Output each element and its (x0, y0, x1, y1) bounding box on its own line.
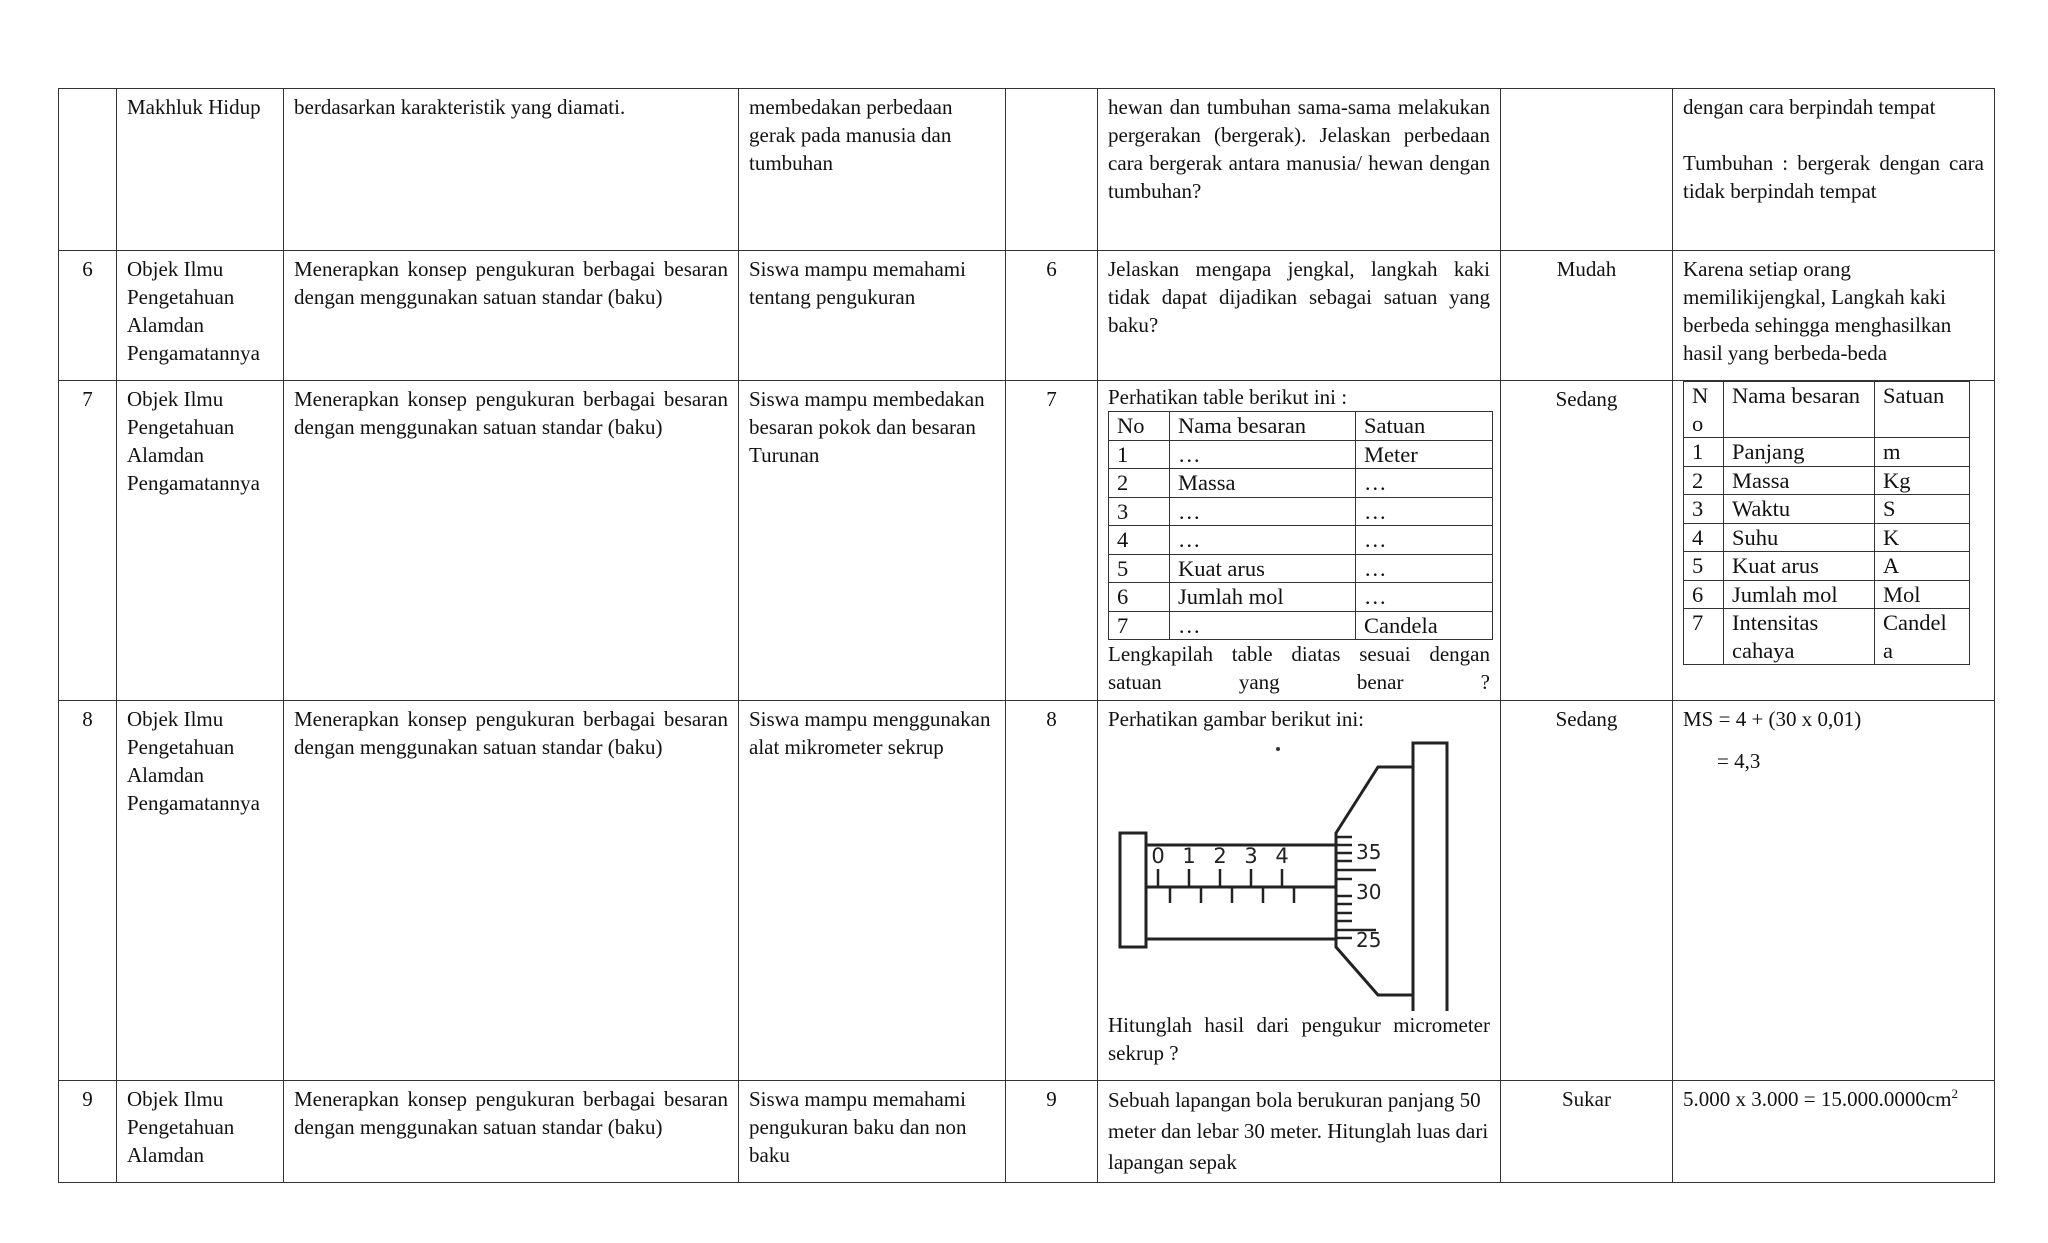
level-cell: Sedang (1501, 701, 1673, 1081)
row-number-cell: 6 (59, 251, 117, 381)
question-table-cell: … (1170, 497, 1356, 526)
indicator-cell: Siswa mampu membedakan besaran pokok dan besaran Turunan (739, 381, 1006, 701)
answer-table-header-cell: Satuan (1875, 382, 1970, 438)
answer-table-cell: m (1875, 438, 1970, 467)
answer-table-row (1684, 580, 1970, 609)
question-number-cell: 8 (1006, 701, 1098, 1081)
answer-cell (1673, 381, 1995, 701)
indicator-cell: Siswa mampu menggunakan alat mikrometer sekrup (739, 701, 1006, 1081)
level-cell: Sukar (1501, 1081, 1673, 1183)
answer-table-row (1684, 438, 1970, 467)
competency-cell: Menerapkan konsep pengukuran berbagai besaran dengan menggunakan satuan standar (baku) (284, 251, 739, 381)
answer-table-header-row (1684, 382, 1970, 438)
question-cell: Jelaskan mengapa jengkal, langkah kaki tidak dapat dijadikan sebagai satuan yang baku? (1098, 251, 1501, 381)
competency-cell: berdasarkan karakteristik yang diamati. (284, 89, 739, 251)
question-table-body (1109, 412, 1493, 640)
answer-table-cell: Mol (1875, 580, 1970, 609)
level-cell: Mudah (1501, 251, 1673, 381)
question-table-cell: Candela (1356, 611, 1493, 640)
question-table-cell: 5 (1109, 554, 1170, 583)
answer-cell (1673, 701, 1995, 1081)
question-cell: hewan dan tumbuhan sama-sama melakukan pergerakan (bergerak). Jelaskan perbedaan cara bergerak antara manusia/ hewan dengan tumbuhan? (1098, 89, 1501, 251)
table-row (59, 89, 1995, 251)
micrometer-anvil (1120, 833, 1146, 947)
topic-cell: Makhluk Hidup (117, 89, 284, 251)
answer-table-cell: A (1875, 552, 1970, 581)
question-number-cell: 6 (1006, 251, 1098, 381)
answer-table-cell: Candel a (1875, 609, 1970, 665)
answer-text: 5.000 x 3.000 = 15.000.0000cm (1683, 1087, 1952, 1111)
competency-cell: Menerapkan konsep pengukuran berbagai besaran dengan menggunakan satuan standar (baku) (284, 1081, 739, 1183)
answer-line: dengan cara berpindah tempat (1683, 95, 1936, 119)
answer-table-cell: K (1875, 523, 1970, 552)
question-table-row (1109, 497, 1493, 526)
question-table (1108, 411, 1493, 640)
question-outro: Hitunglah hasil dari pengukur micrometer sekrup ? (1108, 1013, 1490, 1065)
question-table-cell: 7 (1109, 611, 1170, 640)
thimble-scale-label: 30 (1356, 880, 1382, 904)
indicator-cell: membedakan perbedaan gerak pada manusia dan tumbuhan (739, 89, 1006, 251)
question-cell: Sebuah lapangan bola berukuran panjang 50 meter dan lebar 30 meter. Hitunglah luas dari lapangan sepak (1098, 1081, 1501, 1183)
micrometer-sleeve (1146, 845, 1336, 939)
question-cell (1098, 701, 1501, 1081)
answer-table-row (1684, 495, 1970, 524)
topic-cell: Objek Ilmu Pengetahuan Alamdan Pengamatannya (117, 381, 284, 701)
question-table-cell: … (1356, 469, 1493, 498)
answer-line: Tumbuhan : bergerak dengan cara tidak berpindah tempat (1683, 151, 1984, 203)
question-table-cell: … (1356, 554, 1493, 583)
answer-table-cell: Kuat arus (1724, 552, 1875, 581)
answer-table-cell: Jumlah mol (1724, 580, 1875, 609)
answer-table-header-cell: N o (1684, 382, 1724, 438)
question-table-cell: 1 (1109, 440, 1170, 469)
topic-cell: Objek Ilmu Pengetahuan Alamdan (117, 1081, 284, 1183)
table-row (59, 701, 1995, 1081)
answer-cell (1673, 1081, 1995, 1183)
main-scale-label: 0 (1151, 844, 1165, 868)
question-table-row (1109, 554, 1493, 583)
answer-table-cell: Massa (1724, 466, 1875, 495)
question-table-cell: … (1356, 583, 1493, 612)
question-table-cell: 2 (1109, 469, 1170, 498)
answer-table (1683, 381, 1970, 665)
question-table-header-cell: Nama besaran (1170, 412, 1356, 441)
question-table-row (1109, 611, 1493, 640)
answer-superscript: 2 (1951, 1086, 1958, 1101)
main-scale-label: 1 (1182, 844, 1196, 868)
level-cell: Sedang (1501, 381, 1673, 701)
answer-table-cell: 6 (1684, 580, 1724, 609)
table-row (59, 381, 1995, 701)
answer-table-cell: S (1875, 495, 1970, 524)
topic-cell: Objek Ilmu Pengetahuan Alamdan Pengamatannya (117, 251, 284, 381)
row-number-cell: 9 (59, 1081, 117, 1183)
answer-table-cell: 2 (1684, 466, 1724, 495)
level-cell (1501, 89, 1673, 251)
question-grid-table (58, 88, 1995, 1183)
answer-table-cell: 4 (1684, 523, 1724, 552)
row-number-cell: 8 (59, 701, 117, 1081)
answer-line: = 4,3 (1717, 749, 1761, 773)
question-table-cell: … (1170, 440, 1356, 469)
thimble-scale-label: 25 (1356, 928, 1382, 952)
question-table-cell: … (1170, 526, 1356, 555)
question-table-cell: Massa (1170, 469, 1356, 498)
main-scale-label: 3 (1244, 844, 1258, 868)
answer-table-row (1684, 609, 1970, 665)
answer-line: MS = 4 + (30 x 0,01) (1683, 707, 1862, 731)
row-number-cell: 7 (59, 381, 117, 701)
answer-table-row (1684, 466, 1970, 495)
topic-cell: Objek Ilmu Pengetahuan Alamdan Pengamatannya (117, 701, 284, 1081)
question-table-row (1109, 440, 1493, 469)
question-intro: Perhatikan gambar berikut ini: (1108, 707, 1365, 731)
answer-table-row (1684, 523, 1970, 552)
answer-table-cell: Kg (1875, 466, 1970, 495)
thimble-scale-label: 35 (1356, 840, 1382, 864)
question-number-cell: 9 (1006, 1081, 1098, 1183)
row-number-cell (59, 89, 117, 251)
micrometer-image (1108, 733, 1491, 1011)
answer-table-cell: Panjang (1724, 438, 1875, 467)
answer-table-body (1684, 382, 1970, 665)
question-table-header-row (1109, 412, 1493, 441)
table-row (59, 1081, 1995, 1183)
question-table-cell: 4 (1109, 526, 1170, 555)
micrometer-ratchet (1413, 743, 1447, 1011)
competency-cell: Menerapkan konsep pengukuran berbagai besaran dengan menggunakan satuan standar (baku) (284, 701, 739, 1081)
question-table-cell: 3 (1109, 497, 1170, 526)
question-table-row (1109, 526, 1493, 555)
answer-table-cell: 3 (1684, 495, 1724, 524)
question-cell (1098, 381, 1501, 701)
answer-table-row (1684, 552, 1970, 581)
main-scale-label: 4 (1275, 844, 1289, 868)
question-table-header-cell: No (1109, 412, 1170, 441)
question-intro: Perhatikan table berikut ini : (1108, 385, 1348, 409)
question-table-row (1109, 469, 1493, 498)
competency-cell: Menerapkan konsep pengukuran berbagai besaran dengan menggunakan satuan standar (baku) (284, 381, 739, 701)
question-table-cell: Kuat arus (1170, 554, 1356, 583)
answer-table-cell: Waktu (1724, 495, 1875, 524)
question-table-cell: … (1170, 611, 1356, 640)
answer-table-header-cell: Nama besaran (1724, 382, 1875, 438)
question-number-cell: 7 (1006, 381, 1098, 701)
answer-table-cell: 5 (1684, 552, 1724, 581)
answer-cell: Karena setiap orang memilikijengkal, Langkah kaki berbeda sehingga menghasilkan hasil yang berbeda-beda (1673, 251, 1995, 381)
answer-table-cell: Suhu (1724, 523, 1875, 552)
question-table-row (1109, 583, 1493, 612)
question-table-cell: Jumlah mol (1170, 583, 1356, 612)
question-table-cell: 6 (1109, 583, 1170, 612)
main-scale-label: 2 (1213, 844, 1227, 868)
question-table-header-cell: Satuan (1356, 412, 1493, 441)
question-table-cell: … (1356, 497, 1493, 526)
question-number-cell (1006, 89, 1098, 251)
table-row (59, 251, 1995, 381)
thimble-scale-labels (1356, 840, 1381, 952)
indicator-cell: Siswa mampu memahami tentang pengukuran (739, 251, 1006, 381)
answer-table-cell: 1 (1684, 438, 1724, 467)
question-table-cell: Meter (1356, 440, 1493, 469)
answer-table-cell: Intensitas cahaya (1724, 609, 1875, 665)
answer-cell (1673, 89, 1995, 251)
answer-table-cell: 7 (1684, 609, 1724, 665)
question-table-cell: … (1356, 526, 1493, 555)
question-outro: Lengkapilah table diatas sesuai dengan satuan yang benar ? (1108, 642, 1490, 694)
indicator-cell: Siswa mampu memahami pengukuran baku dan non baku (739, 1081, 1006, 1183)
